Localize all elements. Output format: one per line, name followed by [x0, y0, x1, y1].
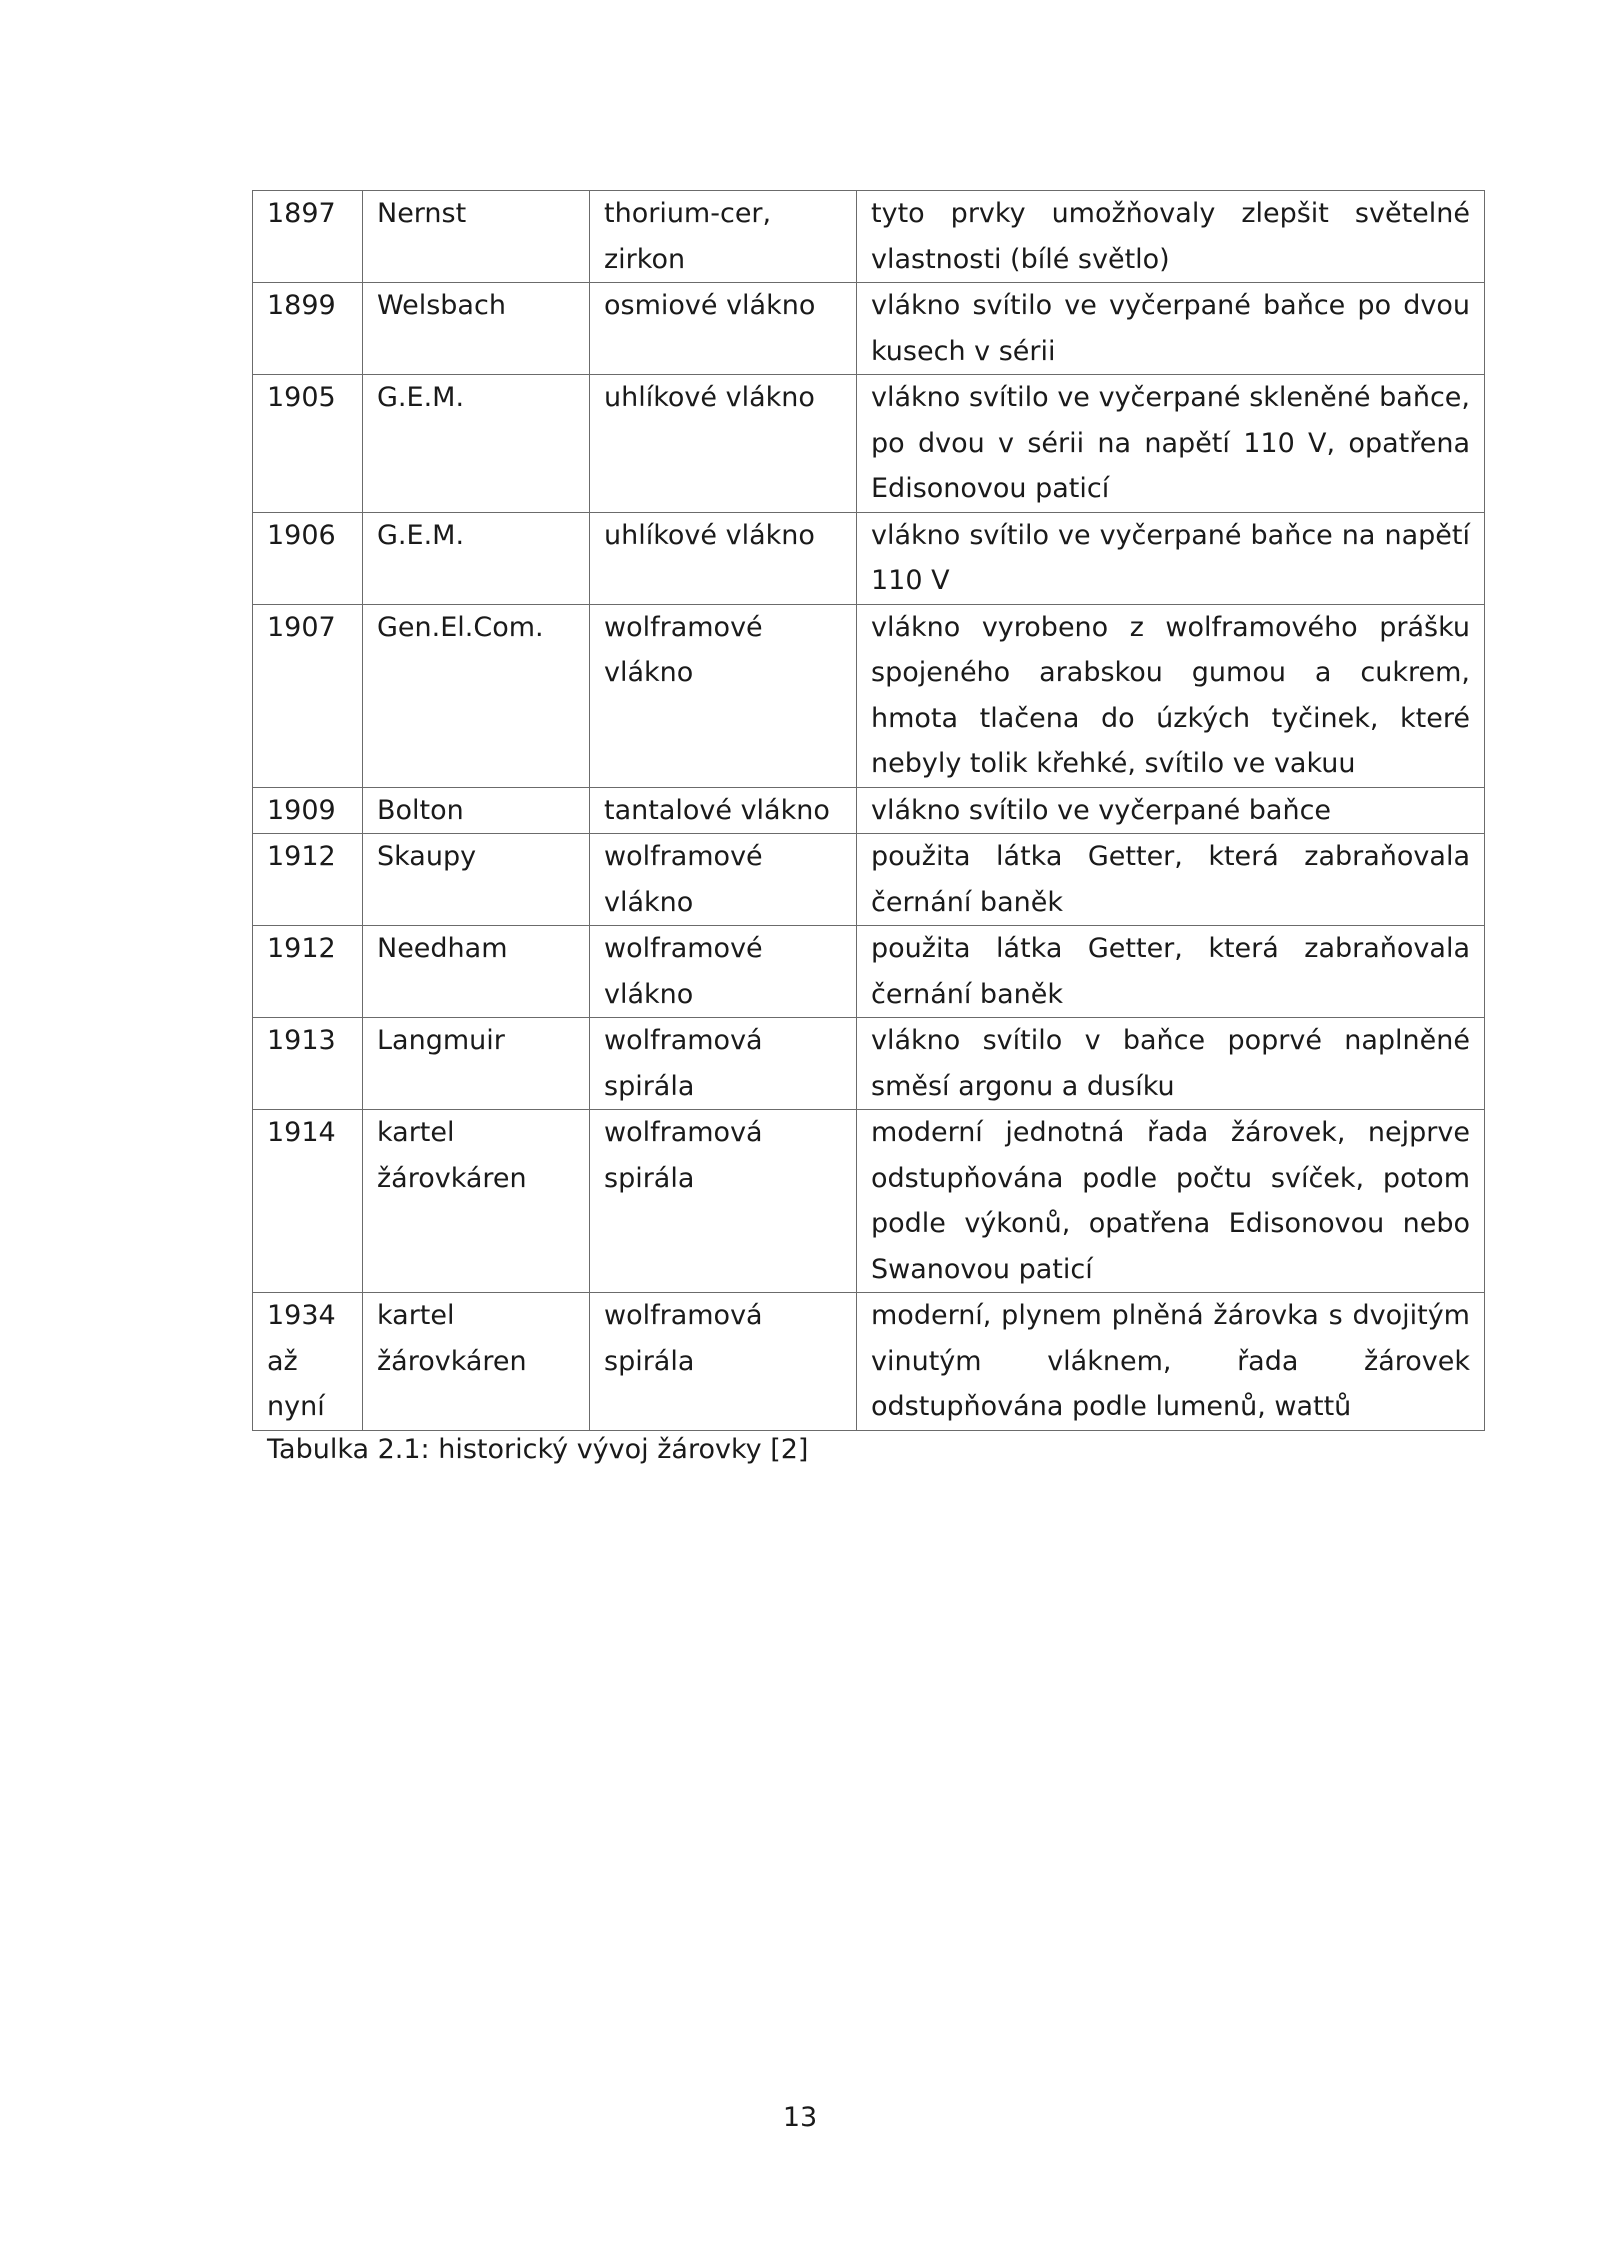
inventor-cell: Langmuir	[363, 1018, 590, 1110]
table-row	[253, 787, 1485, 834]
material-cell: wolframová spirála	[590, 1293, 857, 1431]
inventor-cell: G.E.M.	[363, 375, 590, 513]
year-cell: 1897	[253, 191, 363, 283]
material-cell: uhlíkové vlákno	[590, 512, 857, 604]
table-row	[253, 375, 1485, 513]
table-row	[253, 1110, 1485, 1293]
year-cell: 1912	[253, 834, 363, 926]
year-cell: 1913	[253, 1018, 363, 1110]
material-cell: tantalové vlákno	[590, 787, 857, 834]
year-cell: 1912	[253, 926, 363, 1018]
material-cell: wolframové vlákno	[590, 834, 857, 926]
description-cell: moderní jednotná řada žárovek, nejprve odstupňována podle počtu svíček, potom podle výkonů, opatřena Edisonovou nebo Swanovou paticí	[857, 1110, 1485, 1293]
year-cell: 1907	[253, 604, 363, 787]
table-row	[253, 191, 1485, 283]
material-cell: wolframová spirála	[590, 1018, 857, 1110]
material-cell: wolframové vlákno	[590, 604, 857, 787]
table-row	[253, 1293, 1485, 1431]
description-cell: vlákno svítilo ve vyčerpané baňce na napětí 110 V	[857, 512, 1485, 604]
inventor-cell: Needham	[363, 926, 590, 1018]
description-cell: moderní, plynem plněná žárovka s dvojitým vinutým vláknem, řada žárovek odstupňována podle lumenů, wattů	[857, 1293, 1485, 1431]
inventor-cell: Welsbach	[363, 283, 590, 375]
year-cell: 1914	[253, 1110, 363, 1293]
inventor-cell: Skaupy	[363, 834, 590, 926]
material-cell: wolframová spirála	[590, 1110, 857, 1293]
description-cell: vlákno svítilo ve vyčerpané skleněné baňce, po dvou v sérii na napětí 110 V, opatřena Edisonovou paticí	[857, 375, 1485, 513]
description-cell: použita látka Getter, která zabraňovala černání baněk	[857, 834, 1485, 926]
description-cell: vlákno svítilo ve vyčerpané baňce po dvou kusech v sérii	[857, 283, 1485, 375]
inventor-cell: kartel žárovkáren	[363, 1110, 590, 1293]
year-cell: 1899	[253, 283, 363, 375]
table-row	[253, 1018, 1485, 1110]
description-cell: vlákno svítilo v baňce poprvé naplněné směsí argonu a dusíku	[857, 1018, 1485, 1110]
table-row	[253, 834, 1485, 926]
table-row	[253, 283, 1485, 375]
material-cell: thorium-cer, zirkon	[590, 191, 857, 283]
inventor-cell: Nernst	[363, 191, 590, 283]
material-cell: uhlíkové vlákno	[590, 375, 857, 513]
page-number: 13	[782, 2102, 818, 2133]
history-table	[252, 190, 1485, 1431]
material-cell: osmiové vlákno	[590, 283, 857, 375]
material-cell: wolframové vlákno	[590, 926, 857, 1018]
inventor-cell: G.E.M.	[363, 512, 590, 604]
description-cell: použita látka Getter, která zabraňovala černání baněk	[857, 926, 1485, 1018]
table-row	[253, 604, 1485, 787]
table-row	[253, 512, 1485, 604]
year-cell: 1906	[253, 512, 363, 604]
year-cell: 1934 až nyní	[253, 1293, 363, 1431]
inventor-cell: kartel žárovkáren	[363, 1293, 590, 1431]
description-cell: tyto prvky umožňovaly zlepšit světelné vlastnosti (bílé světlo)	[857, 191, 1485, 283]
inventor-cell: Bolton	[363, 787, 590, 834]
table-row	[253, 926, 1485, 1018]
table-caption: Tabulka 2.1: historický vývoj žárovky [2]	[267, 1434, 809, 1465]
year-cell: 1909	[253, 787, 363, 834]
inventor-cell: Gen.El.Com.	[363, 604, 590, 787]
description-cell: vlákno svítilo ve vyčerpané baňce	[857, 787, 1485, 834]
year-cell: 1905	[253, 375, 363, 513]
description-cell: vlákno vyrobeno z wolframového prášku spojeného arabskou gumou a cukrem, hmota tlačena do úzkých tyčinek, které nebyly tolik křehké, svítilo ve vakuu	[857, 604, 1485, 787]
